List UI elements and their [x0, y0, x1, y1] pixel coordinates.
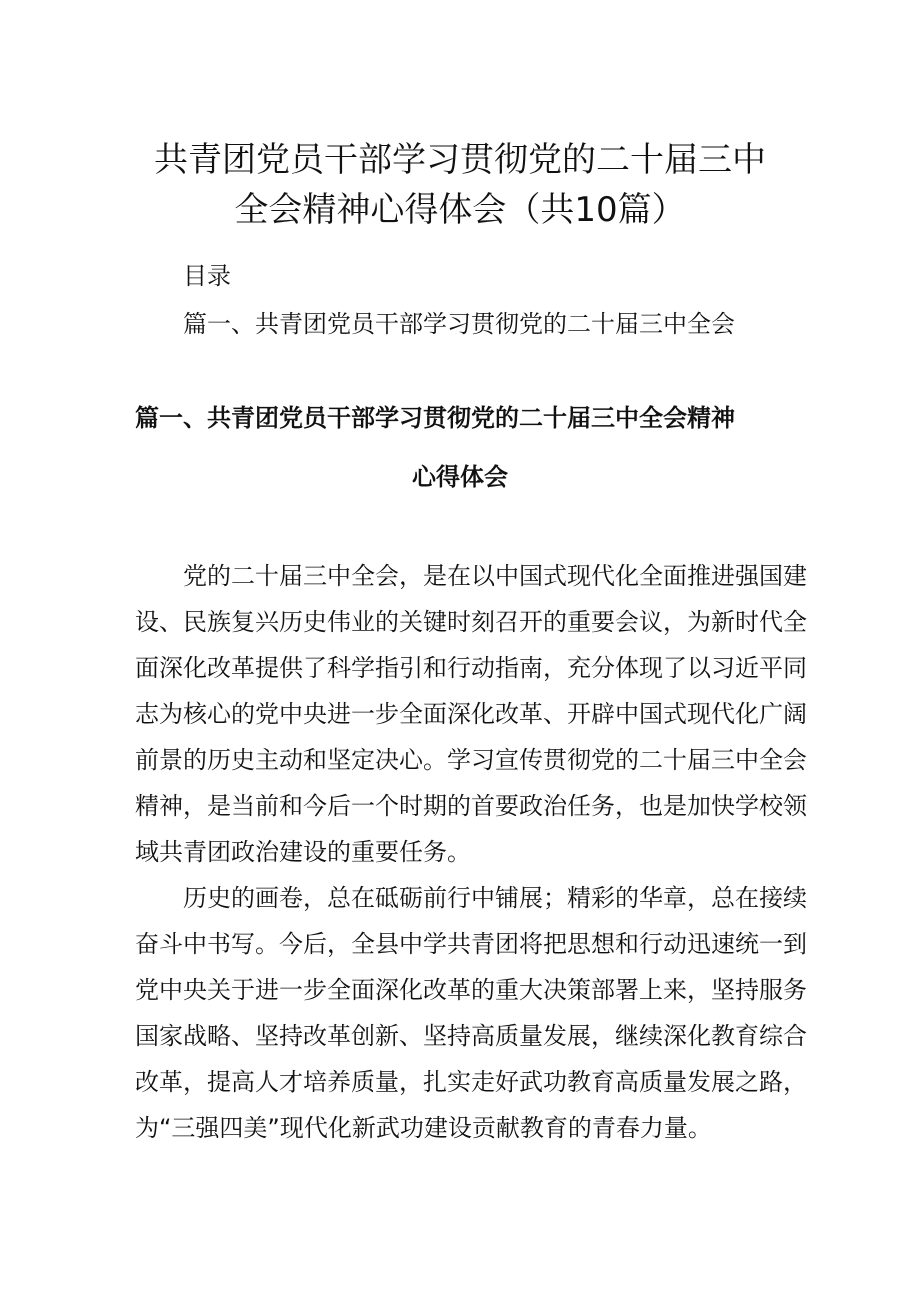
paragraph-2-line-3: 党中央关于进一步全面深化改革的重大决策部署上来，坚持服务 [135, 976, 807, 1004]
paragraph-2-line-2: 奋斗中书写。今后，全县中学共青团将把思想和行动迅速统一到 [135, 930, 807, 958]
paragraph-1-line-5: 前景的历史主动和坚定决心。学习宣传贯彻党的二十届三中全会 [135, 746, 807, 774]
paragraph-1-line-7: 域共青团政治建设的重要任务。 [135, 838, 471, 866]
paragraph-1-line-2: 设、民族复兴历史伟业的关键时刻召开的重要会议，为新时代全 [135, 608, 807, 636]
section-title-line-2: 心得体会 [412, 463, 508, 491]
paragraph-2-line-6: 为“三强四美”现代化新武功建设贡献教育的青春力量。 [135, 1114, 712, 1142]
document-title-line-1: 共青团党员干部学习贯彻党的二十届三中 [154, 140, 766, 180]
paragraph-1-line-6: 精神，是当前和今后一个时期的首要政治任务，也是加快学校领 [135, 792, 807, 820]
section-title-line-1: 篇一、共青团党员干部学习贯彻党的二十届三中全会精神 [135, 404, 735, 432]
paragraph-1-line-3: 面深化改革提供了科学指引和行动指南，充分体现了以习近平同 [135, 654, 807, 682]
paragraph-1-line-1: 党的二十届三中全会，是在以中国式现代化全面推进强国建 [183, 562, 807, 590]
paragraph-2-line-4: 国家战略、坚持改革创新、坚持高质量发展，继续深化教育综合 [135, 1022, 807, 1050]
toc-heading: 目录 [183, 262, 231, 290]
paragraph-2-line-1: 历史的画卷，总在砥砺前行中铺展；精彩的华章，总在接续 [183, 884, 807, 912]
document-title-line-2: 全会精神心得体会（共10篇） [234, 190, 686, 230]
paragraph-2-line-5: 改革，提高人才培养质量，扎实走好武功教育高质量发展之路， [135, 1068, 807, 1096]
paragraph-1-line-4: 志为核心的党中央进一步全面深化改革、开辟中国式现代化广阔 [135, 700, 807, 728]
toc-entry-1[interactable]: 篇一、共青团党员干部学习贯彻党的二十届三中全会 [183, 310, 735, 338]
